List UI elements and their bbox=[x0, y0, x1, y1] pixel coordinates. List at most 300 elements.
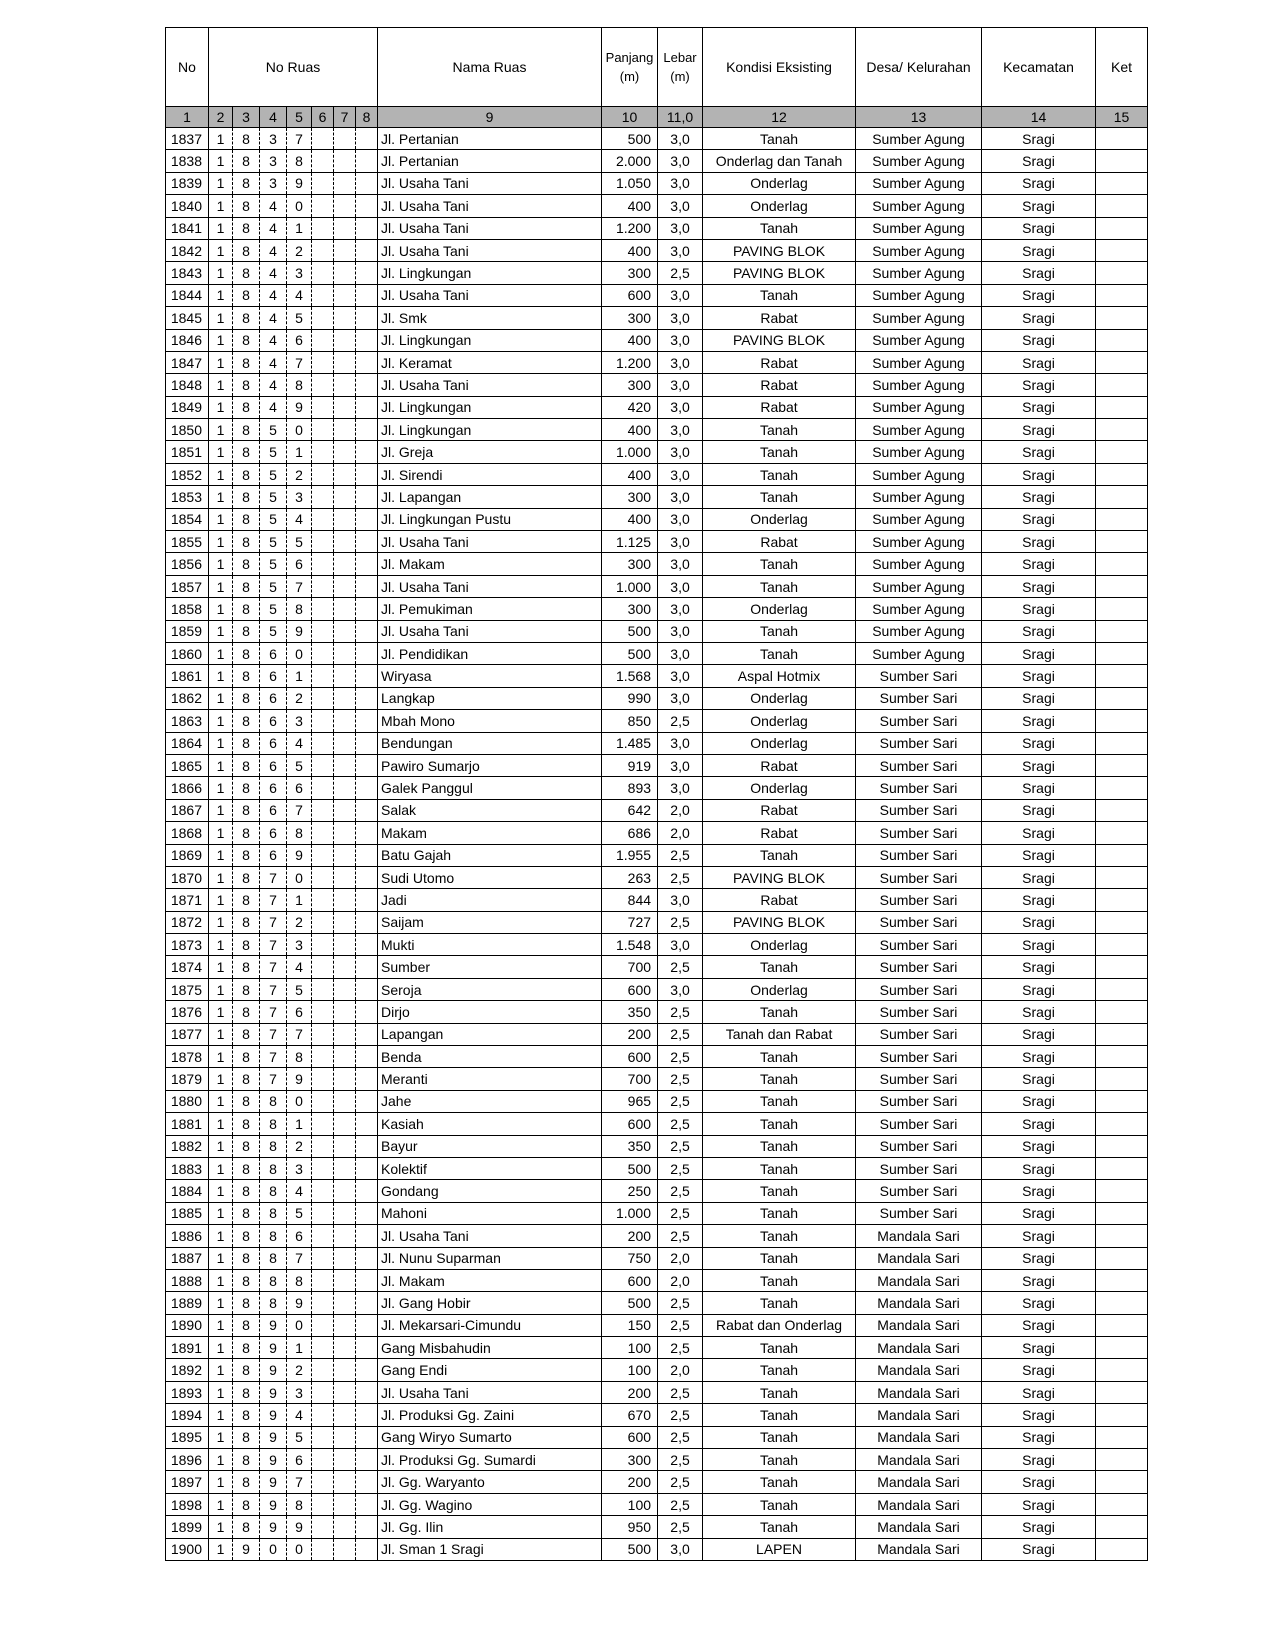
cell-ruas-digit bbox=[334, 1381, 356, 1403]
cell-ket bbox=[1096, 866, 1148, 888]
cell-ket bbox=[1096, 575, 1148, 597]
cell-panjang: 400 bbox=[602, 508, 658, 530]
cell-ruas-digit bbox=[312, 1269, 334, 1291]
cell-no: 1865 bbox=[166, 754, 209, 776]
cell-ruas-digit bbox=[334, 128, 356, 150]
cell-ruas-digit bbox=[312, 1046, 334, 1068]
cell-desa: Sumber Sari bbox=[856, 889, 982, 911]
cell-kecamatan: Sragi bbox=[982, 1180, 1096, 1202]
cell-no: 1872 bbox=[166, 911, 209, 933]
cell-ruas-digit: 3 bbox=[287, 934, 312, 956]
cell-ruas-digit bbox=[334, 374, 356, 396]
cell-ruas-digit: 4 bbox=[260, 329, 287, 351]
cell-ruas-digit bbox=[334, 665, 356, 687]
cell-kondisi: Tanah bbox=[703, 642, 856, 664]
cell-ruas-digit: 6 bbox=[260, 665, 287, 687]
cell-kondisi: Tanah bbox=[703, 1404, 856, 1426]
cell-kondisi: Tanah bbox=[703, 1493, 856, 1515]
cell-ruas-digit bbox=[356, 1023, 378, 1045]
cell-no: 1873 bbox=[166, 934, 209, 956]
cell-nama-ruas: Jl. Lingkungan bbox=[378, 262, 602, 284]
cell-ruas-digit bbox=[334, 575, 356, 597]
cell-ruas-digit bbox=[312, 307, 334, 329]
cell-desa: Sumber Agung bbox=[856, 150, 982, 172]
cell-ruas-digit: 7 bbox=[260, 1023, 287, 1045]
cell-desa: Sumber Agung bbox=[856, 486, 982, 508]
cell-ruas-digit: 1 bbox=[287, 1337, 312, 1359]
cell-ruas-digit: 0 bbox=[287, 1090, 312, 1112]
cell-kondisi: Tanah bbox=[703, 1471, 856, 1493]
cell-desa: Sumber Agung bbox=[856, 374, 982, 396]
cell-kondisi: Tanah bbox=[703, 1359, 856, 1381]
cell-ruas-digit: 7 bbox=[260, 978, 287, 1000]
cell-kondisi: Tanah bbox=[703, 1157, 856, 1179]
cell-ruas-digit bbox=[356, 710, 378, 732]
cell-no: 1860 bbox=[166, 642, 209, 664]
cell-ruas-digit: 1 bbox=[209, 531, 233, 553]
cell-kecamatan: Sragi bbox=[982, 1046, 1096, 1068]
cell-ruas-digit: 1 bbox=[209, 911, 233, 933]
cell-ruas-digit bbox=[312, 150, 334, 172]
column-number: 8 bbox=[356, 107, 378, 128]
cell-ruas-digit: 8 bbox=[233, 866, 260, 888]
cell-panjang: 300 bbox=[602, 262, 658, 284]
cell-kondisi: Tanah bbox=[703, 1449, 856, 1471]
cell-ruas-digit bbox=[312, 732, 334, 754]
cell-panjang: 300 bbox=[602, 598, 658, 620]
cell-no: 1854 bbox=[166, 508, 209, 530]
cell-nama-ruas: Galek Panggul bbox=[378, 777, 602, 799]
table-row bbox=[166, 351, 1148, 373]
header-panjang: Panjang (m) bbox=[602, 28, 658, 107]
cell-ruas-digit bbox=[312, 329, 334, 351]
cell-lebar: 2,5 bbox=[658, 1314, 703, 1336]
cell-ruas-digit bbox=[312, 284, 334, 306]
cell-kecamatan: Sragi bbox=[982, 396, 1096, 418]
cell-lebar: 2,5 bbox=[658, 1157, 703, 1179]
cell-desa: Mandala Sari bbox=[856, 1449, 982, 1471]
cell-ruas-digit bbox=[356, 934, 378, 956]
cell-nama-ruas: Jl. Pertanian bbox=[378, 150, 602, 172]
cell-ruas-digit bbox=[334, 396, 356, 418]
cell-ruas-digit bbox=[312, 128, 334, 150]
cell-ruas-digit bbox=[312, 463, 334, 485]
cell-kecamatan: Sragi bbox=[982, 441, 1096, 463]
cell-ruas-digit: 9 bbox=[260, 1516, 287, 1538]
cell-kondisi: PAVING BLOK bbox=[703, 239, 856, 261]
cell-ruas-digit bbox=[356, 1449, 378, 1471]
cell-nama-ruas: Mbah Mono bbox=[378, 710, 602, 732]
cell-ruas-digit bbox=[356, 1292, 378, 1314]
table-row bbox=[166, 329, 1148, 351]
cell-ruas-digit: 8 bbox=[233, 911, 260, 933]
cell-no: 1849 bbox=[166, 396, 209, 418]
cell-kondisi: Tanah bbox=[703, 217, 856, 239]
cell-ket bbox=[1096, 1113, 1148, 1135]
cell-ruas-digit: 8 bbox=[233, 128, 260, 150]
cell-ruas-digit: 8 bbox=[233, 777, 260, 799]
cell-nama-ruas: Pawiro Sumarjo bbox=[378, 754, 602, 776]
cell-panjang: 670 bbox=[602, 1404, 658, 1426]
cell-ruas-digit: 9 bbox=[287, 396, 312, 418]
cell-ruas-digit: 8 bbox=[287, 1493, 312, 1515]
cell-ruas-digit bbox=[334, 1113, 356, 1135]
cell-ruas-digit bbox=[356, 374, 378, 396]
table-row bbox=[166, 777, 1148, 799]
cell-ruas-digit: 4 bbox=[287, 1180, 312, 1202]
table-row bbox=[166, 150, 1148, 172]
cell-ruas-digit bbox=[334, 956, 356, 978]
table-row bbox=[166, 934, 1148, 956]
cell-ruas-digit: 5 bbox=[260, 598, 287, 620]
cell-no: 1864 bbox=[166, 732, 209, 754]
cell-ruas-digit: 8 bbox=[233, 1247, 260, 1269]
table-row bbox=[166, 195, 1148, 217]
cell-panjang: 500 bbox=[602, 128, 658, 150]
cell-ruas-digit bbox=[334, 463, 356, 485]
cell-ruas-digit bbox=[356, 486, 378, 508]
cell-desa: Sumber Agung bbox=[856, 620, 982, 642]
table-row bbox=[166, 441, 1148, 463]
cell-ket bbox=[1096, 777, 1148, 799]
cell-lebar: 3,0 bbox=[658, 172, 703, 194]
cell-desa: Sumber Sari bbox=[856, 687, 982, 709]
cell-ruas-digit: 3 bbox=[287, 486, 312, 508]
cell-ruas-digit: 5 bbox=[260, 419, 287, 441]
cell-ket bbox=[1096, 1001, 1148, 1023]
cell-no: 1871 bbox=[166, 889, 209, 911]
cell-lebar: 2,5 bbox=[658, 1001, 703, 1023]
table-row bbox=[166, 172, 1148, 194]
cell-ruas-digit bbox=[312, 1247, 334, 1269]
cell-lebar: 2,5 bbox=[658, 1516, 703, 1538]
cell-ruas-digit: 6 bbox=[287, 1001, 312, 1023]
cell-lebar: 2,5 bbox=[658, 1381, 703, 1403]
cell-ruas-digit bbox=[356, 799, 378, 821]
cell-ruas-digit: 8 bbox=[233, 374, 260, 396]
cell-kecamatan: Sragi bbox=[982, 463, 1096, 485]
cell-ket bbox=[1096, 1381, 1148, 1403]
header-kecamatan: Kecamatan bbox=[982, 28, 1096, 107]
cell-ruas-digit bbox=[312, 799, 334, 821]
cell-ruas-digit bbox=[356, 732, 378, 754]
cell-no: 1880 bbox=[166, 1090, 209, 1112]
cell-kecamatan: Sragi bbox=[982, 866, 1096, 888]
cell-ruas-digit: 1 bbox=[209, 710, 233, 732]
cell-ruas-digit: 8 bbox=[233, 150, 260, 172]
cell-nama-ruas: Jl. Lingkungan bbox=[378, 419, 602, 441]
cell-ruas-digit: 0 bbox=[260, 1538, 287, 1560]
cell-ruas-digit: 1 bbox=[209, 463, 233, 485]
cell-ruas-digit bbox=[334, 1314, 356, 1336]
cell-ruas-digit: 8 bbox=[233, 262, 260, 284]
cell-desa: Mandala Sari bbox=[856, 1337, 982, 1359]
cell-nama-ruas: Kasiah bbox=[378, 1113, 602, 1135]
cell-ruas-digit: 8 bbox=[287, 1046, 312, 1068]
cell-ruas-digit bbox=[334, 934, 356, 956]
cell-panjang: 1.000 bbox=[602, 575, 658, 597]
cell-ruas-digit: 1 bbox=[209, 687, 233, 709]
cell-nama-ruas: Jl. Lapangan bbox=[378, 486, 602, 508]
cell-kondisi: Tanah bbox=[703, 620, 856, 642]
cell-ruas-digit: 9 bbox=[260, 1471, 287, 1493]
cell-kondisi: Tanah bbox=[703, 1090, 856, 1112]
cell-ruas-digit: 7 bbox=[287, 799, 312, 821]
cell-ruas-digit bbox=[356, 754, 378, 776]
cell-kecamatan: Sragi bbox=[982, 1516, 1096, 1538]
cell-ruas-digit: 4 bbox=[287, 732, 312, 754]
table-row bbox=[166, 419, 1148, 441]
cell-ruas-digit bbox=[334, 642, 356, 664]
cell-desa: Sumber Sari bbox=[856, 754, 982, 776]
cell-ruas-digit bbox=[334, 822, 356, 844]
cell-panjang: 1.548 bbox=[602, 934, 658, 956]
cell-ruas-digit: 6 bbox=[260, 732, 287, 754]
table-row bbox=[166, 284, 1148, 306]
cell-ruas-digit bbox=[356, 1090, 378, 1112]
cell-lebar: 3,0 bbox=[658, 598, 703, 620]
cell-ruas-digit bbox=[312, 889, 334, 911]
cell-ruas-digit: 1 bbox=[209, 1449, 233, 1471]
cell-lebar: 3,0 bbox=[658, 1538, 703, 1560]
cell-lebar: 2,5 bbox=[658, 262, 703, 284]
cell-kondisi: Onderlag bbox=[703, 732, 856, 754]
cell-ruas-digit bbox=[356, 956, 378, 978]
cell-ruas-digit bbox=[356, 844, 378, 866]
cell-ruas-digit: 8 bbox=[233, 1449, 260, 1471]
cell-desa: Sumber Agung bbox=[856, 195, 982, 217]
cell-kecamatan: Sragi bbox=[982, 329, 1096, 351]
cell-ruas-digit bbox=[334, 1023, 356, 1045]
cell-ruas-digit: 8 bbox=[233, 1023, 260, 1045]
cell-ruas-digit bbox=[356, 1493, 378, 1515]
cell-ruas-digit: 1 bbox=[209, 956, 233, 978]
cell-ruas-digit: 1 bbox=[209, 1046, 233, 1068]
cell-nama-ruas: Jl. Usaha Tani bbox=[378, 575, 602, 597]
cell-ruas-digit bbox=[334, 150, 356, 172]
cell-kecamatan: Sragi bbox=[982, 374, 1096, 396]
cell-no: 1894 bbox=[166, 1404, 209, 1426]
cell-ruas-digit bbox=[356, 1113, 378, 1135]
cell-ruas-digit bbox=[312, 1001, 334, 1023]
cell-no: 1876 bbox=[166, 1001, 209, 1023]
cell-ruas-digit bbox=[312, 978, 334, 1000]
cell-kecamatan: Sragi bbox=[982, 1314, 1096, 1336]
table-row bbox=[166, 575, 1148, 597]
table-row bbox=[166, 665, 1148, 687]
cell-lebar: 2,0 bbox=[658, 1269, 703, 1291]
cell-ruas-digit: 1 bbox=[209, 1493, 233, 1515]
cell-ruas-digit bbox=[334, 1404, 356, 1426]
cell-panjang: 844 bbox=[602, 889, 658, 911]
table-row bbox=[166, 710, 1148, 732]
cell-ruas-digit bbox=[356, 262, 378, 284]
cell-ruas-digit: 1 bbox=[209, 329, 233, 351]
cell-ruas-digit bbox=[334, 172, 356, 194]
cell-ruas-digit: 8 bbox=[233, 329, 260, 351]
cell-lebar: 3,0 bbox=[658, 396, 703, 418]
table-row bbox=[166, 1135, 1148, 1157]
cell-ket bbox=[1096, 934, 1148, 956]
cell-desa: Sumber Sari bbox=[856, 978, 982, 1000]
cell-ruas-digit: 0 bbox=[287, 195, 312, 217]
cell-panjang: 400 bbox=[602, 239, 658, 261]
cell-no: 1841 bbox=[166, 217, 209, 239]
cell-ruas-digit bbox=[334, 508, 356, 530]
cell-no: 1861 bbox=[166, 665, 209, 687]
cell-ruas-digit: 3 bbox=[287, 1157, 312, 1179]
table-row bbox=[166, 866, 1148, 888]
cell-lebar: 3,0 bbox=[658, 419, 703, 441]
cell-ruas-digit: 1 bbox=[209, 1404, 233, 1426]
cell-kecamatan: Sragi bbox=[982, 1090, 1096, 1112]
cell-nama-ruas: Makam bbox=[378, 822, 602, 844]
cell-ruas-digit bbox=[312, 1381, 334, 1403]
cell-ruas-digit: 1 bbox=[209, 978, 233, 1000]
cell-ruas-digit: 1 bbox=[209, 1202, 233, 1224]
cell-lebar: 3,0 bbox=[658, 531, 703, 553]
cell-ruas-digit: 6 bbox=[260, 754, 287, 776]
cell-ruas-digit: 8 bbox=[233, 1113, 260, 1135]
cell-ruas-digit bbox=[312, 777, 334, 799]
cell-no: 1900 bbox=[166, 1538, 209, 1560]
cell-kondisi: PAVING BLOK bbox=[703, 262, 856, 284]
cell-panjang: 750 bbox=[602, 1247, 658, 1269]
cell-panjang: 600 bbox=[602, 1269, 658, 1291]
cell-ruas-digit: 4 bbox=[260, 284, 287, 306]
cell-panjang: 500 bbox=[602, 1157, 658, 1179]
cell-ruas-digit bbox=[312, 1225, 334, 1247]
cell-ruas-digit: 5 bbox=[287, 531, 312, 553]
cell-lebar: 3,0 bbox=[658, 777, 703, 799]
cell-panjang: 893 bbox=[602, 777, 658, 799]
table-row bbox=[166, 1538, 1148, 1560]
cell-panjang: 1.050 bbox=[602, 172, 658, 194]
cell-ruas-digit: 7 bbox=[287, 575, 312, 597]
cell-no: 1885 bbox=[166, 1202, 209, 1224]
cell-ruas-digit: 8 bbox=[233, 1314, 260, 1336]
cell-kondisi: PAVING BLOK bbox=[703, 911, 856, 933]
cell-ruas-digit bbox=[312, 934, 334, 956]
cell-ruas-digit: 6 bbox=[287, 1225, 312, 1247]
cell-ruas-digit bbox=[334, 284, 356, 306]
cell-ruas-digit: 9 bbox=[260, 1493, 287, 1515]
cell-kecamatan: Sragi bbox=[982, 665, 1096, 687]
cell-ket bbox=[1096, 128, 1148, 150]
cell-ruas-digit bbox=[334, 1090, 356, 1112]
cell-ruas-digit bbox=[312, 710, 334, 732]
table-row bbox=[166, 799, 1148, 821]
cell-desa: Sumber Agung bbox=[856, 508, 982, 530]
cell-nama-ruas: Bayur bbox=[378, 1135, 602, 1157]
cell-ruas-digit bbox=[312, 508, 334, 530]
cell-ruas-digit: 8 bbox=[260, 1157, 287, 1179]
cell-ruas-digit bbox=[312, 1516, 334, 1538]
cell-desa: Mandala Sari bbox=[856, 1314, 982, 1336]
cell-lebar: 3,0 bbox=[658, 374, 703, 396]
cell-ruas-digit: 8 bbox=[233, 978, 260, 1000]
cell-ruas-digit: 1 bbox=[209, 1426, 233, 1448]
cell-ruas-digit bbox=[334, 1337, 356, 1359]
cell-ruas-digit: 4 bbox=[287, 1404, 312, 1426]
cell-ket bbox=[1096, 642, 1148, 664]
cell-ruas-digit bbox=[356, 598, 378, 620]
cell-ruas-digit: 8 bbox=[287, 822, 312, 844]
table-row bbox=[166, 889, 1148, 911]
cell-ruas-digit bbox=[334, 978, 356, 1000]
cell-kecamatan: Sragi bbox=[982, 1001, 1096, 1023]
cell-kondisi: Tanah bbox=[703, 553, 856, 575]
cell-ruas-digit: 8 bbox=[233, 1292, 260, 1314]
table-row bbox=[166, 1001, 1148, 1023]
cell-ruas-digit: 7 bbox=[260, 911, 287, 933]
cell-no: 1845 bbox=[166, 307, 209, 329]
cell-nama-ruas: Benda bbox=[378, 1046, 602, 1068]
table-row bbox=[166, 1359, 1148, 1381]
cell-ruas-digit: 8 bbox=[233, 1404, 260, 1426]
cell-ruas-digit: 9 bbox=[233, 1538, 260, 1560]
cell-no: 1843 bbox=[166, 262, 209, 284]
table-row bbox=[166, 1180, 1148, 1202]
cell-ruas-digit bbox=[312, 911, 334, 933]
cell-ruas-digit bbox=[356, 889, 378, 911]
cell-ruas-digit: 1 bbox=[209, 1113, 233, 1135]
table-row bbox=[166, 844, 1148, 866]
cell-ruas-digit: 8 bbox=[233, 822, 260, 844]
cell-ruas-digit bbox=[334, 1247, 356, 1269]
cell-no: 1899 bbox=[166, 1516, 209, 1538]
cell-nama-ruas: Jl. Produksi Gg. Sumardi bbox=[378, 1449, 602, 1471]
cell-ruas-digit bbox=[334, 1292, 356, 1314]
cell-nama-ruas: Meranti bbox=[378, 1068, 602, 1090]
cell-desa: Mandala Sari bbox=[856, 1359, 982, 1381]
cell-kecamatan: Sragi bbox=[982, 911, 1096, 933]
cell-ruas-digit: 2 bbox=[287, 687, 312, 709]
cell-desa: Sumber Sari bbox=[856, 1157, 982, 1179]
cell-ket bbox=[1096, 351, 1148, 373]
cell-ruas-digit bbox=[334, 866, 356, 888]
cell-ket bbox=[1096, 1269, 1148, 1291]
cell-lebar: 2,5 bbox=[658, 1135, 703, 1157]
cell-ruas-digit bbox=[356, 128, 378, 150]
cell-kondisi: Tanah bbox=[703, 1269, 856, 1291]
table-row bbox=[166, 620, 1148, 642]
cell-panjang: 300 bbox=[602, 307, 658, 329]
cell-nama-ruas: Jl. Lingkungan bbox=[378, 396, 602, 418]
cell-kecamatan: Sragi bbox=[982, 508, 1096, 530]
cell-nama-ruas: Jl. Lingkungan bbox=[378, 329, 602, 351]
cell-ruas-digit bbox=[356, 441, 378, 463]
cell-kondisi: Tanah bbox=[703, 956, 856, 978]
cell-ruas-digit: 7 bbox=[287, 128, 312, 150]
cell-ket bbox=[1096, 732, 1148, 754]
cell-ruas-digit bbox=[334, 1157, 356, 1179]
cell-ruas-digit: 8 bbox=[233, 1493, 260, 1515]
cell-ruas-digit bbox=[356, 978, 378, 1000]
cell-ruas-digit bbox=[312, 553, 334, 575]
table-row bbox=[166, 1292, 1148, 1314]
cell-kondisi: Onderlag bbox=[703, 195, 856, 217]
cell-ruas-digit: 1 bbox=[287, 217, 312, 239]
cell-ruas-digit: 9 bbox=[260, 1449, 287, 1471]
cell-ruas-digit: 5 bbox=[260, 508, 287, 530]
cell-ruas-digit: 9 bbox=[260, 1359, 287, 1381]
cell-ruas-digit bbox=[334, 239, 356, 261]
cell-ruas-digit: 6 bbox=[287, 777, 312, 799]
cell-ruas-digit: 8 bbox=[233, 1337, 260, 1359]
cell-ruas-digit: 4 bbox=[260, 195, 287, 217]
cell-panjang: 400 bbox=[602, 419, 658, 441]
